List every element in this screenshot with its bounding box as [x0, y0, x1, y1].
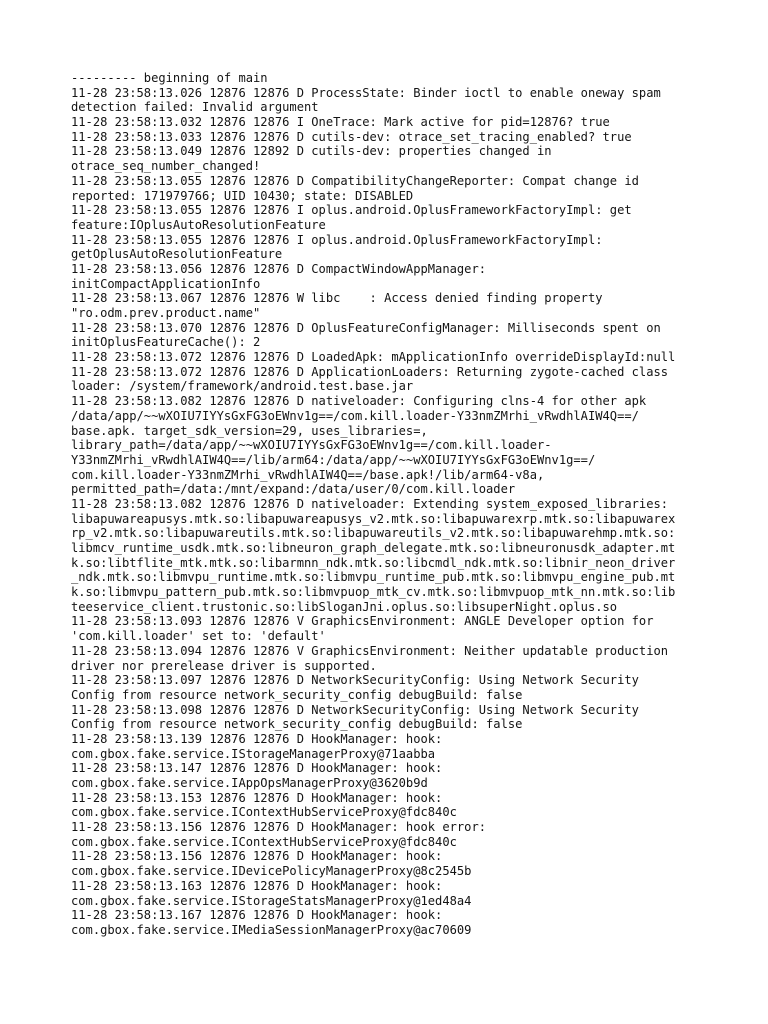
log-line: com.kill.loader-Y33nmZMrhi_vRwdhlAIW4Q==/base.apk!/lib/arm64-v8a, — [71, 467, 545, 482]
log-line: libmcv_runtime_usdk.mtk.so:libneuron_graph_delegate.mtk.so:libneuronusdk_adapter.mt — [71, 541, 676, 555]
log-line: com.gbox.fake.service.IMediaSessionManagerProxy@ac70609 — [71, 922, 472, 937]
log-line: 11-28 23:58:13.033 12876 12876 D cutils-dev: otrace_set_tracing_enabled? true — [71, 129, 632, 144]
log-line: library_path=/data/app/~~wXOIU7IYYsGxFG3oEWnv1g==/com.kill.loader- — [71, 438, 552, 453]
log-line: _ndk.mtk.so:libmvpu_runtime.mtk.so:libmvpu_runtime_pub.mtk.so:libmvpu_engine_pub.mt — [71, 570, 676, 585]
log-line: initCompactApplicationInfo — [71, 276, 261, 291]
log-line: 11-28 23:58:13.067 12876 12876 W libc : Access denied finding property — [71, 291, 603, 306]
log-line: driver nor prerelease driver is supported. — [71, 658, 377, 673]
log-line: 11-28 23:58:13.055 12876 12876 I oplus.android.OplusFrameworkFactoryImpl: get — [71, 203, 632, 218]
log-line: 11-28 23:58:13.167 12876 12876 D HookManager: hook: — [71, 908, 443, 923]
log-line: 11-28 23:58:13.097 12876 12876 D NetworkSecurityConfig: Using Network Security — [71, 673, 639, 688]
log-line: feature:IOplusAutoResolutionFeature — [71, 217, 326, 232]
log-line: otrace_seq_number_changed! — [71, 159, 261, 174]
log-line: 11-28 23:58:13.049 12876 12892 D cutils-dev: properties changed in — [71, 144, 552, 159]
log-line: permitted_path=/data:/mnt/expand:/data/user/0/com.kill.loader — [71, 482, 516, 497]
log-line: k.so:libmvpu_pattern_pub.mtk.so:libmvpuop_mtk_cv.mtk.so:libmvpuop_mtk_nn.mtk.so:lib — [71, 585, 676, 600]
log-line: 11-28 23:58:13.082 12876 12876 D nativeloader: Extending system_exposed_libraries: — [71, 496, 669, 511]
log-line: 11-28 23:58:13.055 12876 12876 I oplus.android.OplusFrameworkFactoryImpl: — [71, 232, 603, 247]
log-line: reported: 171979766; UID 10430; state: DISABLED — [71, 188, 414, 203]
log-line: 11-28 23:58:13.082 12876 12876 D nativeloader: Configuring clns-4 for other apk — [71, 394, 647, 409]
log-document — [71, 71, 703, 938]
log-line: com.gbox.fake.service.IStorageStatsManagerProxy@1ed48a4 — [71, 893, 472, 908]
log-line: getOplusAutoResolutionFeature — [71, 247, 283, 262]
log-line: com.gbox.fake.service.IContextHubServiceProxy@fdc840c — [71, 834, 457, 849]
log-line: 11-28 23:58:13.098 12876 12876 D NetworkSecurityConfig: Using Network Security — [71, 702, 639, 717]
log-line: Config from resource network_security_config debugBuild: false — [71, 717, 523, 732]
log-line: 11-28 23:58:13.147 12876 12876 D HookManager: hook: — [71, 761, 443, 776]
log-line: 11-28 23:58:13.072 12876 12876 D ApplicationLoaders: Returning zygote-cached class — [71, 364, 669, 379]
log-line: 11-28 23:58:13.032 12876 12876 I OneTrace: Mark active for pid=12876? true — [71, 115, 610, 130]
log-line: 11-28 23:58:13.163 12876 12876 D HookManager: hook: — [71, 878, 443, 893]
log-line: 11-28 23:58:13.153 12876 12876 D HookManager: hook: — [71, 790, 443, 805]
log-line: 11-28 23:58:13.139 12876 12876 D HookManager: hook: — [71, 731, 443, 746]
log-line: Config from resource network_security_config debugBuild: false — [71, 687, 523, 702]
log-line: com.gbox.fake.service.IStorageManagerProxy@71aabba — [71, 746, 436, 761]
log-line: rp_v2.mtk.so:libapuwareutils.mtk.so:libapuwareutils_v2.mtk.so:libapuwarehmp.mtk.so: — [71, 526, 676, 541]
log-line: 11-28 23:58:13.093 12876 12876 V GraphicsEnvironment: ANGLE Developer option for — [71, 614, 654, 629]
log-line: "ro.odm.prev.product.name" — [71, 306, 261, 320]
log-line: 'com.kill.loader' set to: 'default' — [71, 629, 326, 644]
log-line: 11-28 23:58:13.156 12876 12876 D HookManager: hook: — [71, 849, 443, 864]
log-line: libapuwareapusys.mtk.so:libapuwareapusys_v2.mtk.so:libapuwarexrp.mtk.so:libapuwarex — [71, 511, 676, 526]
log-line: 11-28 23:58:13.156 12876 12876 D HookManager: hook error: — [71, 820, 487, 835]
log-line: detection failed: Invalid argument — [71, 100, 319, 115]
log-line: --------- beginning of main — [71, 71, 268, 85]
log-line: Y33nmZMrhi_vRwdhlAIW4Q==/lib/arm64:/data/app/~~wXOIU7IYYsGxFG3oEWnv1g==/ — [71, 452, 596, 467]
log-line: com.gbox.fake.service.IDevicePolicyManagerProxy@8c2545b — [71, 864, 472, 879]
log-line: 11-28 23:58:13.026 12876 12876 D ProcessState: Binder ioctl to enable oneway spam — [71, 85, 661, 100]
log-line: base.apk. target_sdk_version=29, uses_libraries=, — [71, 423, 428, 438]
log-line: com.gbox.fake.service.IContextHubServiceProxy@fdc840c — [71, 805, 457, 820]
log-line: k.so:libtflite_mtk.mtk.so:libarmnn_ndk.mtk.so:libcmdl_ndk.mtk.so:libnir_neon_driver — [71, 555, 676, 570]
log-line: 11-28 23:58:13.072 12876 12876 D LoadedApk: mApplicationInfo overrideDisplayId:null — [71, 350, 676, 365]
log-line: /data/app/~~wXOIU7IYYsGxFG3oEWnv1g==/com.kill.loader-Y33nmZMrhi_vRwdhlAIW4Q==/ — [71, 408, 639, 423]
log-line: loader: /system/framework/android.test.base.jar — [71, 379, 414, 394]
log-line: 11-28 23:58:13.056 12876 12876 D CompactWindowAppManager: — [71, 261, 487, 276]
log-line: initOplusFeatureCache(): 2 — [71, 335, 261, 350]
log-line: 11-28 23:58:13.070 12876 12876 D OplusFeatureConfigManager: Milliseconds spent on — [71, 320, 661, 335]
log-line: 11-28 23:58:13.055 12876 12876 D CompatibilityChangeReporter: Compat change id — [71, 173, 639, 188]
log-line: 11-28 23:58:13.094 12876 12876 V GraphicsEnvironment: Neither updatable production — [71, 643, 669, 658]
log-line: teeservice_client.trustonic.so:libSloganJni.oplus.so:libsuperNight.oplus.so — [71, 599, 618, 614]
log-line: com.gbox.fake.service.IAppOpsManagerProxy@3620b9d — [71, 776, 428, 790]
